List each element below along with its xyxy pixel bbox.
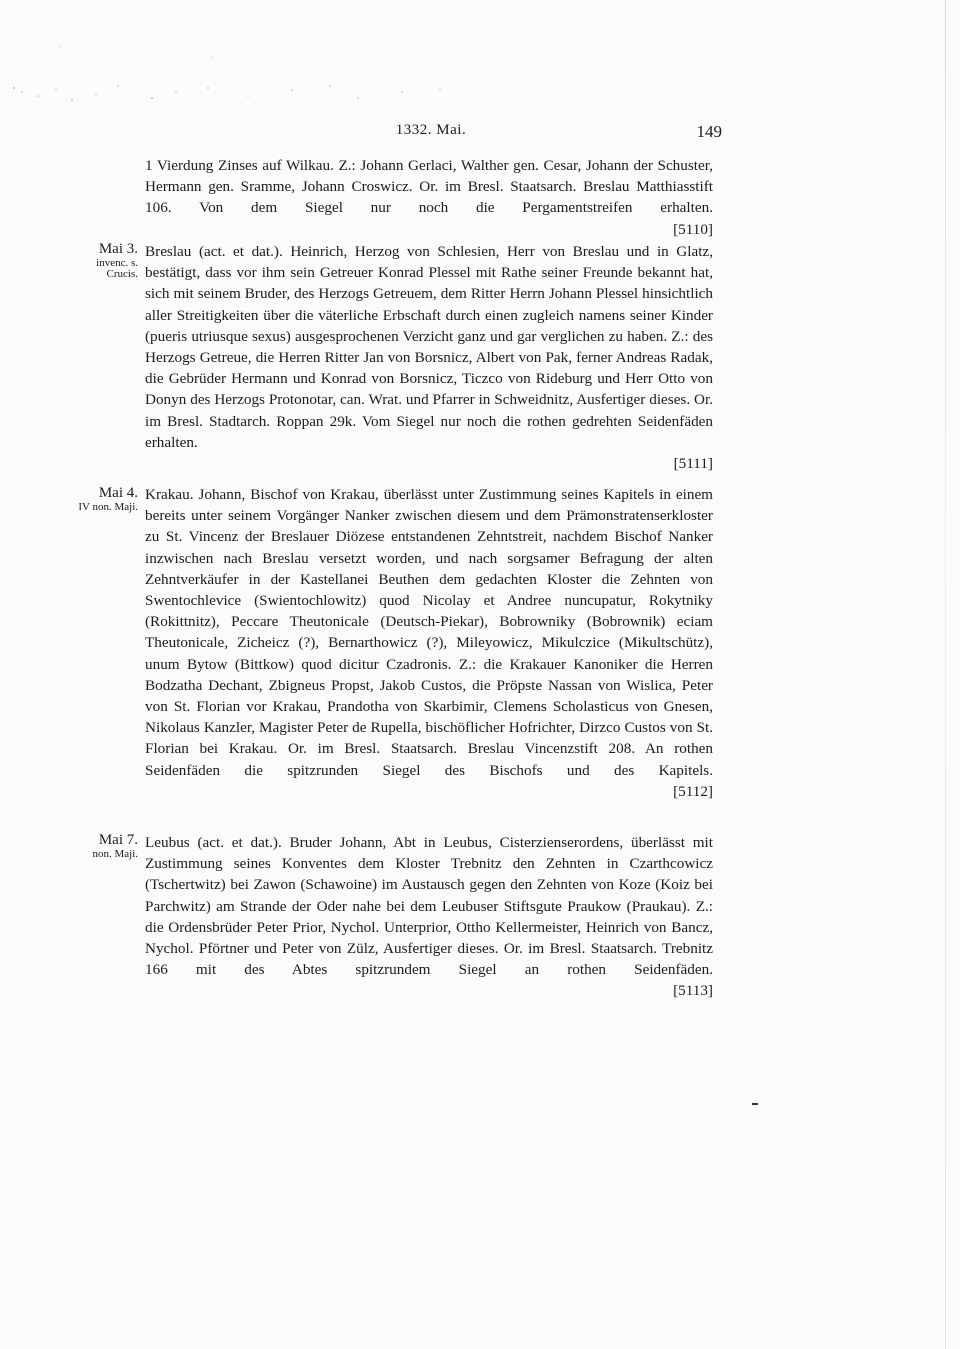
header-date: 1332. Mai. — [395, 122, 467, 138]
entry-5112 — [145, 484, 713, 802]
margin-date-5112: Mai 4. IV non. Maji. — [66, 485, 138, 513]
entry-text: Leubus (act. et dat.). Bruder Johann, Abt in Leubus, Cisterzienserordens, überlässt mit Zustimmung seines Konventes dem Kloster Trebnitz den Zehnten in Czarthcowicz (Tschertwitz) bei Zawon (Schawoine) im Austausch gegen den Zehnten von Koze (Koiz bei Parchwitz) am Strande der Oder nahe bei dem Leubuser Stiftsgute Praukow (Praukau). Z.: die Ordensbrüder Peter Prior, Nychol. Unterprior, Ottho Kellermeister, Heinrich von Bancz, Nychol. Pförtner und Peter von Zülz, Ausfertiger dieses. Or. im Bresl. Staatsarch. Trebnitz 166 mit des Abtes spitzrundem Siegel an rothen Seidenfäden. — [145, 834, 713, 979]
scan-noise — [0, 0, 960, 120]
entry-number: [5110] — [673, 220, 713, 238]
entry-number: [5111] — [673, 455, 713, 473]
entry-5110-continuation — [145, 155, 713, 240]
margin-note: non. Maji. — [92, 848, 138, 860]
scan-edge-line — [945, 0, 946, 1349]
entry-number: [5113] — [673, 982, 713, 1000]
page-header — [140, 122, 722, 148]
entry-5113 — [145, 832, 713, 1002]
margin-date-5113: Mai 7. non. Maji. — [72, 832, 138, 860]
entry-5111 — [145, 241, 713, 474]
entry-text: 1 Vierdung Zinses auf Wilkau. Z.: Johann Gerlaci, Walther gen. Cesar, Johann der Schuster, Hermann gen. Sramme, Johann Croswicz. Or. im Bresl. Staatsarch. Breslau Matthiasstift 106. Von dem Siegel nur noch die Pergamentstreifen erhalten. — [145, 157, 713, 217]
entry-text: Krakau. Johann, Bischof von Krakau, überlässt unter Zustimmung seines Kapitels in einem bereits unter seinem Vorgänger Nanker zwischen diesem und dem Prämonstratenserkloster zu St. Vincenz der Breslauer Diözese entstandenen Zehntstreit, nachdem Bischof Nanker inzwischen nach Breslau versetzt worden, und nach sorgsamer Befragung der alten Zehntverkäufer in der Kastellanei Beuthen dem gedachten Kloster die Zehnten von Swentochlevice (Swientochlowitz) quod Nicolay et Andree nuncupatur, Rokytniky (Rokittnitz), Peccare Theutonicale (Deutsch-Piekar), Bobrowniky (Bobrownik) eciam Theutonicale, Zicheicz (?), Bernarthowicz (?), Mileyowicz, Mikulczice (Mikultschütz), unum Bytow (Bittkow) quod dicitur Czadronis. Z.: die Krakauer Kanoniker die Herren Bodzatha Dechant, Zbigneus Propst, Jakob Custos, die Pröpste Nassan von Wislica, Peter von St. Florian vor Krakau, Prandotha von Skarbimir, Clemens Scholasticus von Gnesen, Nikolaus Kanzler, Magister Peter de Rupella, bischöflicher Hofrichter, Dirzco Custos von St. Florian bei Krakau. Or. im Bresl. Staatsarch. Breslau Vincenzstift 208. An rothen Seidenfäden die spitzrunden Siegel des Bischofs und des Kapitels. — [145, 486, 713, 779]
margin-date-5111: Mai 3. invenc. s. Crucis. — [86, 241, 138, 280]
margin-note: IV non. Maji. — [78, 501, 138, 513]
entry-number: [5112] — [673, 782, 713, 800]
entry-text: Breslau (act. et dat.). Heinrich, Herzog von Schlesien, Herr von Breslau und in Glatz, bestätigt, dass vor ihm sein Getreuer Konrad Plessel mit Rathe seiner Freunde bekannt hat, sich mit seinem Bruder, des Herzogs Getreuem, dem Ritter Herrn Johann Plessel hinsichtlich aller Streitigkeiten über die väterliche Erbschaft durch einen zugleich namens seiner Kinder (pueris utriusque sexus) ausgesprochenen Verzicht ganz und gar verglichen zu haben. Z.: des Herzogs Getreue, die Herren Ritter Jan von Borsnicz, Albert von Pak, ferner Andreas Radak, die Gebrüder Hermann und Konrad von Borsnicz, Ticzco von Rideburg und Herr Otto von Donyn des Herzogs Protonotar, can. Wrat. und Pfarrer in Schweidnitz, Ausfertiger dieses. Or. im Bresl. Stadtarch. Roppan 29k. Vom Siegel nur noch die rothen gedrehten Seidenfäden erhalten. — [145, 243, 713, 451]
scan-mark — [752, 1103, 758, 1105]
page-number: 149 — [696, 122, 722, 141]
margin-note: invenc. s. Crucis. — [96, 257, 138, 280]
